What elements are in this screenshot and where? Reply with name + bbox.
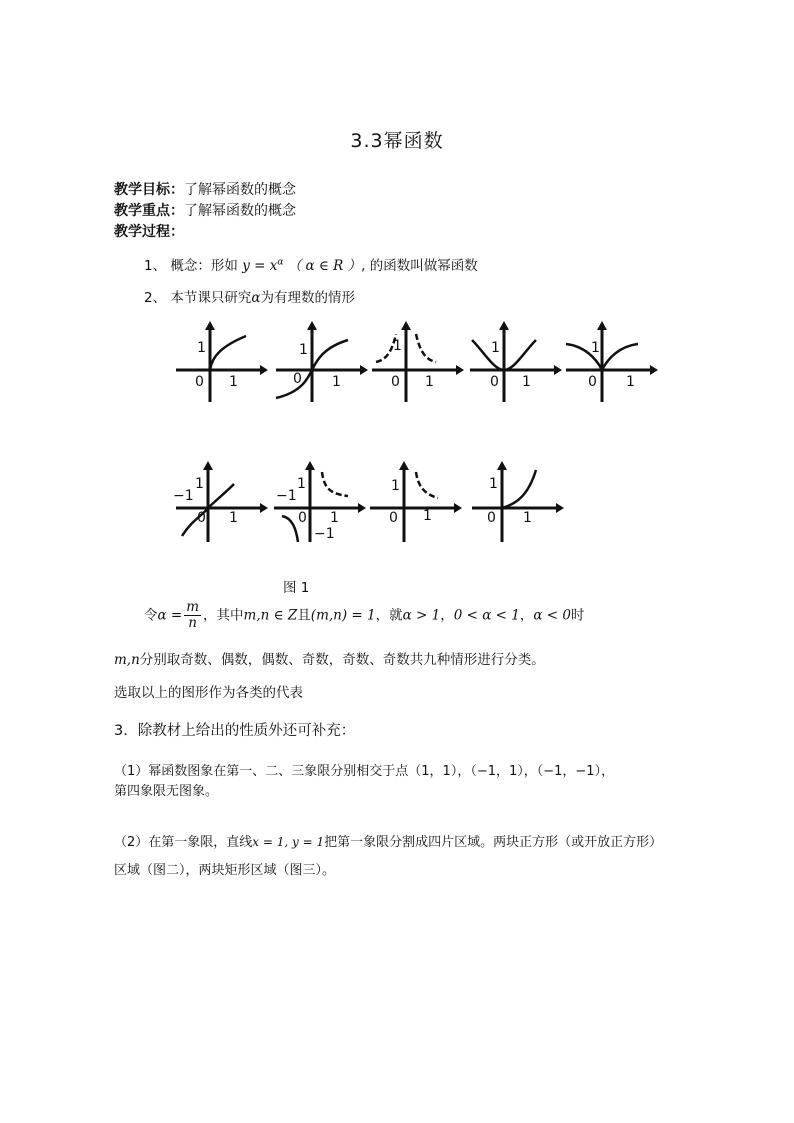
label-one: 1	[229, 374, 238, 390]
alpha-eq: α =	[157, 607, 183, 624]
p2-lines: x = 1, y = 1	[252, 835, 325, 849]
label-origin: 0	[298, 510, 307, 526]
ling-jiu: ，就	[375, 607, 403, 624]
focus-text: 了解幂函数的概念	[184, 203, 296, 219]
item1-concept	[144, 254, 478, 274]
y-axis-arrow-icon	[497, 461, 507, 470]
label-one: 1	[229, 510, 238, 526]
objective-text: 了解幂函数的概念	[184, 182, 296, 198]
item1-exponent: α	[277, 257, 284, 268]
graph-8	[366, 458, 466, 548]
x-axis-arrow-icon	[358, 503, 366, 513]
process-row	[114, 222, 184, 243]
label-origin: 0	[490, 374, 499, 390]
x-axis-arrow-icon	[554, 365, 562, 375]
property-1-line1: （1）幂函数图象在第一、二、三象限分别相交于点（1，1），（−1，1），（−1，−1），	[114, 764, 615, 779]
case-1: α > 1	[402, 607, 441, 624]
graph-2	[272, 318, 372, 408]
section-3-heading: 3．除教材上给出的性质外还可补充：	[114, 723, 356, 739]
ling-qie: 且	[297, 607, 311, 624]
page-title: 3.3幂函数	[350, 130, 444, 152]
label-one: 1	[393, 338, 402, 354]
label-origin: 0	[391, 374, 400, 390]
case-3: α < 0	[533, 607, 571, 624]
y-axis-arrow-icon	[597, 321, 607, 330]
item1-formula: y = x	[242, 258, 278, 274]
gcd-condition: (m,n) = 1	[310, 607, 376, 624]
item1-number: 1、	[144, 258, 167, 274]
x-axis-arrow-icon	[360, 365, 368, 375]
fraction-numerator: m	[186, 599, 200, 615]
curve-right	[322, 472, 348, 496]
focus-row	[114, 201, 296, 222]
x-axis-arrow-icon	[556, 503, 564, 513]
y-axis-arrow-icon	[307, 321, 317, 330]
case-2: 0 < α < 1	[453, 607, 520, 624]
graph-5	[562, 318, 662, 408]
p2-post: 把第一象限分割成四片区域。两块正方形（或开放正方形）	[324, 835, 663, 850]
label-one: 1	[523, 510, 532, 526]
process-label: 教学过程：	[114, 224, 184, 240]
label-one: 1	[197, 340, 206, 356]
item2-post: 为有理数的情形	[260, 290, 356, 306]
y-axis-arrow-icon	[205, 321, 215, 330]
x-axis-arrow-icon	[650, 365, 658, 375]
label-one: 1	[425, 374, 434, 390]
property-2-line1	[114, 831, 662, 850]
graph-1	[172, 318, 272, 408]
curve	[416, 472, 438, 498]
label-origin: 0	[195, 374, 204, 390]
label-origin: 0	[487, 510, 496, 526]
label-origin: 0	[293, 371, 302, 387]
y-axis-arrow-icon	[203, 461, 213, 470]
label-one: 1	[489, 476, 498, 492]
mn-classification	[114, 648, 545, 668]
y-axis-arrow-icon	[399, 461, 409, 470]
fraction-m-over-n	[184, 600, 201, 631]
graph-4	[466, 318, 566, 408]
property-2-line2: 区域（图二），两块矩形区域（图三）。	[114, 863, 336, 878]
curve	[502, 470, 536, 508]
focus-label: 教学重点：	[114, 203, 184, 219]
curve-right	[208, 484, 234, 508]
mn-text: 分别取奇数、偶数，偶数、奇数，奇数、奇数共九种情形进行分类。	[139, 652, 545, 668]
fraction-denominator: n	[188, 615, 197, 631]
ling-mid: ，其中	[203, 607, 244, 624]
objective-row	[114, 180, 296, 201]
mn-vars: m,n	[114, 652, 140, 668]
label-one: 1	[591, 340, 600, 356]
graph-9	[468, 458, 568, 548]
label-one: 1	[330, 510, 339, 526]
label-one: 1	[423, 508, 432, 524]
x-axis-arrow-icon	[454, 503, 462, 513]
objective-label: 教学目标：	[114, 182, 184, 198]
graph-6	[172, 458, 272, 548]
curve-right	[416, 334, 436, 362]
p2-pre: （2）在第一象限，直线	[114, 835, 253, 850]
ling-pre: 令	[144, 607, 158, 624]
label-origin: 0	[588, 374, 597, 390]
label-one: 1	[195, 476, 204, 492]
label-one: 1	[391, 478, 400, 494]
label-one: 1	[332, 374, 341, 390]
mn-domain: m,n ∈ Z	[243, 607, 298, 624]
item2-alpha: α	[251, 290, 261, 306]
item2-number: 2、	[144, 290, 167, 306]
item1-pre: 概念：形如	[170, 258, 238, 274]
y-axis-arrow-icon	[401, 321, 411, 330]
label-one: 1	[626, 374, 635, 390]
ling-shi: 时	[570, 607, 585, 624]
x-axis-arrow-icon	[260, 503, 268, 513]
y-axis-arrow-icon	[305, 461, 315, 470]
figure-caption: 图 1	[283, 580, 310, 596]
item2-pre: 本节课只研究	[170, 290, 252, 306]
graph-3	[368, 318, 468, 408]
label-one: 1	[299, 342, 308, 358]
label-origin: 0	[197, 510, 206, 526]
item1-condition: （ α ∈ R ）	[287, 258, 362, 274]
alpha-definition: 令α = $\frac{m}{n}$ ，其中m,n ∈ Z且(m,n) = 1，就α > 1，0 < α < 1，α < 0时	[144, 599, 585, 631]
graph-7	[270, 458, 370, 548]
item2-scope	[144, 286, 355, 306]
curve-left	[282, 516, 298, 542]
label-one: 1	[522, 374, 531, 390]
label-neg-one: −1	[173, 488, 194, 504]
curve	[210, 336, 246, 370]
label-one: 1	[491, 340, 500, 356]
y-axis-arrow-icon	[499, 321, 509, 330]
select-line: 选取以上的图形作为各类的代表	[114, 685, 303, 701]
x-axis-arrow-icon	[260, 365, 268, 375]
label-neg-one: −1	[314, 526, 335, 542]
item1-post: , 的函数叫做幂函数	[361, 258, 478, 274]
label-neg-one: −1	[276, 488, 297, 504]
label-origin: 0	[389, 510, 398, 526]
label-one: 1	[297, 476, 306, 492]
x-axis-arrow-icon	[456, 365, 464, 375]
property-1-line2: 第四象限无图象。	[114, 784, 219, 799]
